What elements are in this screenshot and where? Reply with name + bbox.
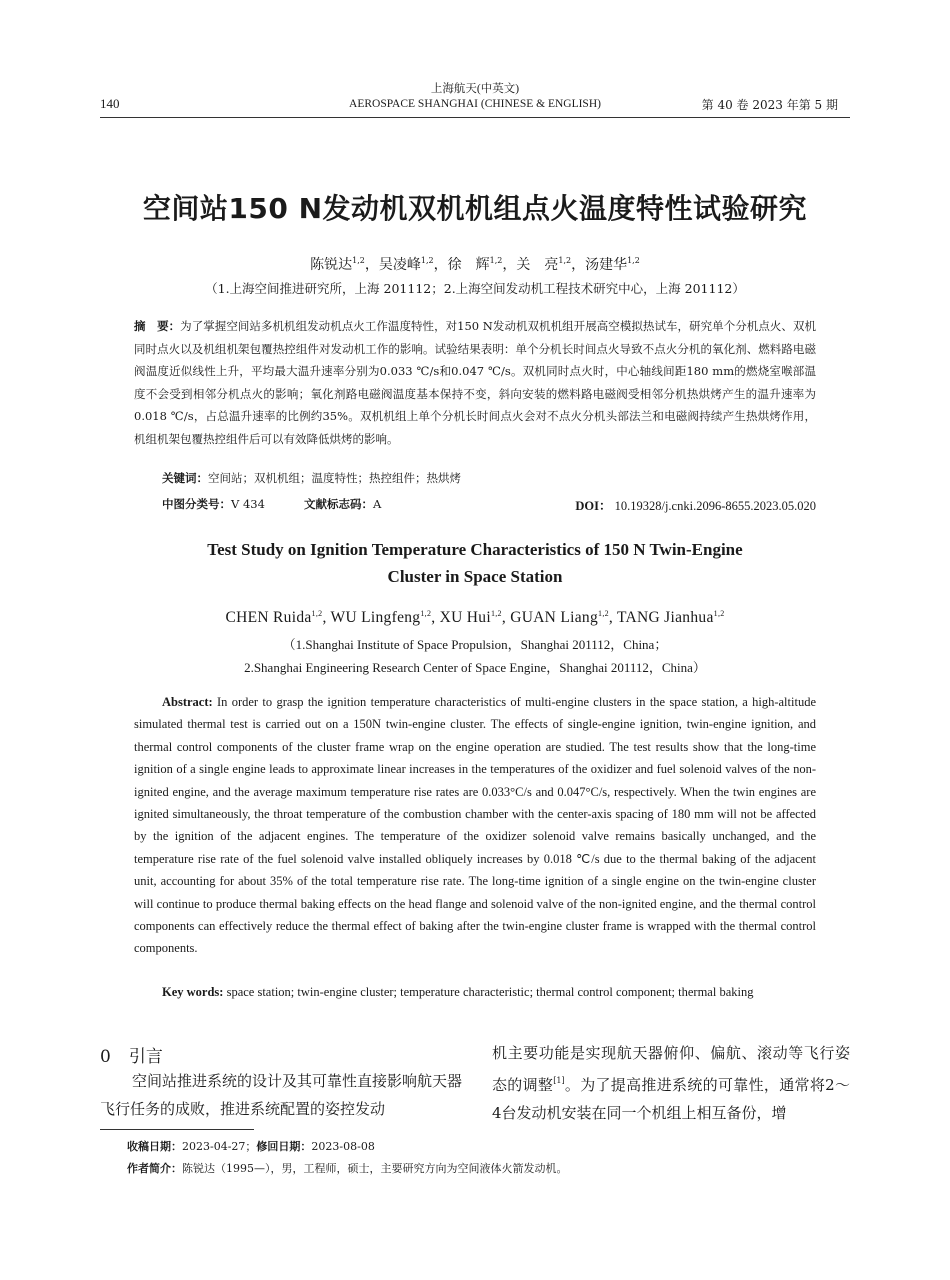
author-cn: 徐 辉 (447, 257, 490, 273)
title-en (120, 536, 830, 590)
abstract-en-label: Abstract: (162, 695, 213, 709)
author-cn: 汤建华 (585, 257, 628, 273)
author-cn: 陈锐达 (310, 257, 353, 273)
page-number: 140 (100, 96, 120, 111)
body-column-left: 空间站推进系统的设计及其可靠性直接影响航天器飞行任务的成败，推进系统配置的姿控发动 (100, 1072, 463, 1118)
footnote-author-bio: 作者简介：陈锐达（1995—），男，工程师，硕士，主要研究方向为空间液体火箭发动机。 (127, 1162, 568, 1175)
section-number: 0 (100, 1047, 111, 1067)
abstract-cn (134, 315, 816, 450)
keywords-en (162, 985, 842, 1000)
doc-code-value: A (373, 497, 382, 511)
body-right-text: 机主要功能是实现航天器俯仰、偏航、滚动等飞行姿态的调整 (492, 1044, 850, 1094)
abstract-en (134, 691, 816, 960)
journal-name-en: AEROSPACE SHANGHAI (CHINESE & ENGLISH) (349, 98, 601, 110)
doi-value[interactable]: 10.19328/j.cnki.2096-8655.2023.05.020 (614, 499, 816, 513)
section-heading (100, 1042, 163, 1067)
clc-label: 中图分类号： (162, 497, 231, 511)
section-title: 引言 (128, 1047, 163, 1067)
affiliation-en (100, 633, 850, 679)
classification-row (162, 496, 816, 512)
keywords-cn (162, 470, 816, 486)
header-divider (100, 117, 850, 118)
title-en-line: Cluster in Space Station (387, 567, 563, 586)
keywords-cn-label: 关键词： (162, 471, 208, 485)
authors-en: CHEN Ruida$^{1,2}$, WU Lingfeng$^{1,2}$, XU Hui$^{1,2}$, GUAN Liang$^{1,2}$, TANG Jianhua$^{1,2}$ (225, 609, 725, 626)
abstract-cn-text: 为了掌握空间站多机机组发动机点火工作温度特性，对150 N发动机双机机组开展高空模拟热试车，研究单个分机点火、双机同时点火以及机组机架包覆热控组件对发动机工作的影响。试验结果表明：单个分机长时间点火导致不点火分机的氧化剂、燃料路电磁阀温度近似线性上升，平均最大温升速率分别为0.033 ℃/s和0.047 ℃/s。双机同时点火时，中心轴线间距180 mm的燃烧室喉部温度不会受到相邻分机点火的影响；氧化剂路电磁阀温度基本保持不变，斜向安装的燃料路电磁阀受相邻分机热烘烤产生的温升速率为0.018 ℃/s，占总温升速率的比例约35%。双机机组上单个分机长时间点火会对不点火分机头部法兰和电磁阀持续产生热烘烤作用，机组机架包覆热控组件后可以有效降低烘烤的影响。 (134, 319, 816, 446)
journal-name-cn: 上海航天(中英文) (430, 83, 520, 95)
title-cn: 空间站150 N发动机双机机组点火温度特性试验研究 (142, 192, 808, 225)
author-en: CHEN Ruida (225, 609, 312, 626)
author-en: GUAN Liang (510, 609, 599, 626)
authors-cn: 陈锐达$^{1,2}$，吴凌峰$^{1,2}$，徐 辉$^{1,2}$，关 亮$^{1,2}$，汤建华$^{1,2}$ (310, 256, 640, 273)
author-cn: 吴凌峰 (378, 257, 421, 273)
affiliation-cn: （1.上海空间推进研究所，上海 201112；2.上海空间发动机工程技术研究中心，上海 201112） (205, 281, 745, 296)
author-en: XU Hui (439, 609, 491, 626)
author-cn: 关 亮 (516, 257, 559, 273)
doc-code-label: 文献标志码： (304, 497, 373, 511)
clc-value: V 434 (231, 497, 265, 511)
journal-name (300, 82, 650, 112)
body-column-right (492, 1039, 850, 1127)
keywords-cn-text: 空间站；双机机组；温度特性；热控组件；热烘烤 (208, 471, 461, 485)
affiliation-en-line: 2.Shanghai Engineering Research Center of Space Engine，Shanghai 201112，China） (244, 660, 706, 675)
footnote-dates: 收稿日期：2023-04-27；修回日期：2023-08-08 (127, 1140, 375, 1153)
abstract-cn-label: 摘 要： (134, 319, 181, 333)
issue-info: 第 40 卷 2023 年第 5 期 (701, 98, 838, 112)
body-right-text: 。为了提高推进系统的可靠性，通常将2～4台发动机安装在同一个机组上相互备份，增 (492, 1076, 850, 1122)
affiliation-en-line: （1.Shanghai Institute of Space Propulsion，Shanghai 201112，China； (282, 637, 668, 652)
doi-label: DOI： (575, 499, 612, 513)
keywords-en-text: space station; twin-engine cluster; temperature characteristic; thermal control component; thermal baking (226, 985, 754, 999)
keywords-en-label: Key words: (162, 985, 224, 999)
author-en: TANG Jianhua (617, 609, 714, 626)
abstract-en-text: In order to grasp the ignition temperature characteristics of multi-engine clusters in the space station, a high-altitude simulated thermal test is carried out on a 150N twin-engine cluster. The effects of single-engine ignition, twin-engine ignition, and thermal control components of the cluster frame wrap on the engine operation are studied. The test results show that the long-time ignition of a single engine leads to approximate linear increases in the temperatures of the oxidizer and fuel solenoid valves of the non-ignited engine, and the average maximum temperature rise rates are 0.033°C/s and 0.047°C/s, respectively. When the twin engines are ignited simultaneously, the throat temperature of the combustion chamber with the center-axis spacing of 180 mm will not be affected by the ignition of the adjacent engines. The temperature of the oxidizer solenoid valve remains basically unchanged, and the temperature rise rate of the fuel solenoid valve installed obliquely increases by 0.018 ℃/s due to the thermal baking of the adjacent unit, accounting for about 35% of the total temperature rise rate. The long-time ignition of a single engine on the twin-engine cluster will continue to produce thermal baking effects on the head flange and solenoid valve of the non-ignited engine, and the thermal control components can effectively reduce the thermal effect of baking after the twin-engine cluster frame is wrapped with the thermal control components. (134, 695, 816, 956)
footnote-divider (100, 1129, 254, 1130)
author-en: WU Lingfeng (330, 609, 421, 626)
title-en-line: Test Study on Ignition Temperature Characteristics of 150 N Twin-Engine (207, 540, 743, 559)
citation-ref[interactable]: [1] (553, 1076, 565, 1085)
